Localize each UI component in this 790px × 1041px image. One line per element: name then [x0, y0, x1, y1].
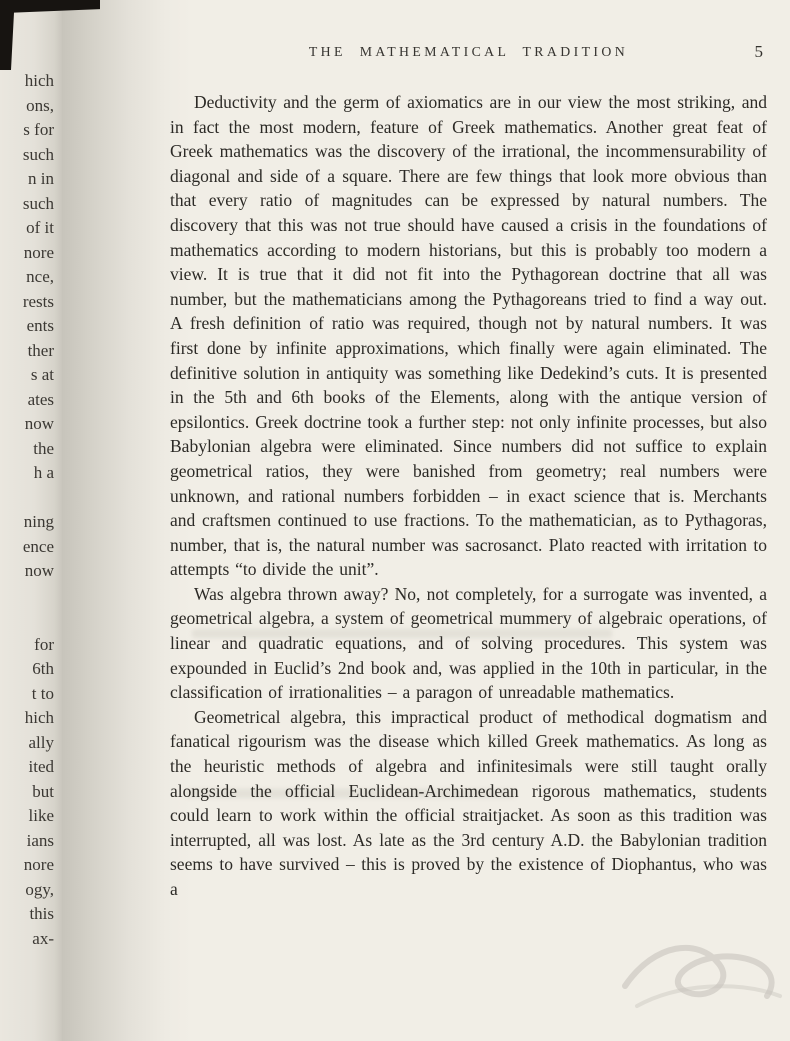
left-page-fragment-line: ons,	[26, 95, 54, 115]
paragraph: Was algebra thrown away? No, not completely, for a surrogate was invented, a geometrical algebra, a system of geometrical mummery of algebraic operations, of linear and quadratic equations, and of solving procedures. This system was expounded in Euclid’s 2nd book and, was applied in the 10th in particular, in the classification of irrationalities – a paragon of unreadable mathematics.	[170, 583, 767, 703]
left-page-fragment-line: n in	[28, 169, 54, 188]
page-body	[170, 90, 767, 902]
left-page-fragment-line: nore	[23, 855, 54, 874]
left-page-fragment-line: ally	[28, 732, 54, 752]
left-page-fragment-line: hich	[24, 71, 54, 90]
left-page-fragment-line: ates	[27, 389, 54, 409]
left-page-fragment-line: rests	[22, 291, 54, 311]
left-page-fragment-line: ents	[26, 316, 54, 335]
left-page-fragment-line: nce,	[26, 267, 54, 286]
paragraph: Deductivity and the germ of axiomatics are in our view the most striking, and in fact the most modern, feature of Greek mathematics. Another great feat of Greek mathematics was the discovery of the irrational, the incommensurability of diagonal and side of a square. There are few things that look more obvious than that every ratio of magnitudes can be expressed by natural numbers. The discovery that this was not true should have caused a crisis in the foundations of mathematics according to modern historians, but this is probably too modern a view. It is true that it did not fit into the Pythagorean doctrine that all was number, but the mathematicians among the Pythagoreans tried to find a way out. A fresh definition of ratio was required, though not by natural numbers. It was first done by infinite approximations, which finally were again eliminated. The definitive solution in antiquity was something like Dedekind’s cuts. It is presented in the 5th and 6th books of the Elements, along with the antique version of epsilontics. Greek doctrine took a further step: not only infinite processes, but also Babylonian algebra were eliminated. Since numbers did not suffice to explain geometrical ratios, they were banished from geometry; real numbers were unknown, and rational numbers forbidden – in exact science that is. Merchants and craftsmen continued to use fractions. To the mathematician, as to Pythagoras, number, that is, the natural number was sacrosanct. Plato reacted with irritation to attempts “to divide the unit”.	[170, 92, 767, 580]
left-page-fragment-line: ning	[23, 512, 54, 531]
left-page-fragment-line: this	[29, 904, 54, 923]
page-number: 5	[754, 42, 763, 61]
left-page-fragment-line: like	[28, 806, 54, 825]
left-page-fragment-line: t to	[31, 683, 54, 703]
left-page-fragment-line: but	[32, 781, 54, 801]
left-page-fragment-line: ited	[28, 757, 54, 776]
watermark	[615, 924, 790, 1019]
left-page-fragment-line: 6th	[32, 659, 54, 678]
left-page-fragment-line: the	[33, 438, 54, 458]
left-page-fragment-line: h a	[33, 463, 54, 482]
left-page-text-fragments	[0, 69, 62, 951]
page-header	[170, 44, 767, 63]
left-page-fragment-line	[0, 608, 54, 633]
left-page-fragment-line: ence	[22, 536, 54, 556]
left-page-fragment-line: such	[22, 193, 54, 213]
left-page-fragment-line: s at	[30, 365, 54, 384]
left-page-fragment-line: s for	[23, 120, 54, 139]
left-page-fragment-line: of it	[26, 218, 54, 237]
left-page-fragment-line: ogy,	[25, 879, 54, 899]
left-page-fragment-line: now	[24, 561, 54, 580]
left-page-fragment-line: ther	[27, 340, 54, 360]
left-page-fragment-line: now	[24, 414, 54, 433]
left-page-fragment-line: ax-	[32, 928, 54, 948]
running-title: THE MATHEMATICAL TRADITION	[308, 44, 629, 59]
left-page-fragment-line: hich	[24, 708, 54, 727]
left-page-fragment-line: nore	[23, 242, 54, 262]
paragraph: Geometrical algebra, this impractical product of methodical dogmatism and fanatical rigourism was the disease which killed Greek mathematics. As long as the heuristic methods of algebra and infinitesimals were still taught orally alongside the official Euclidean-Archimedean rigorous mathematics, students could learn to work within the official straitjacket. As soon as this tradition was interrupted, all was lost. As late as the 3rd century A.D. the Babylonian tradition seems to have survived – this is proved by the existence of Diophantus, who was a	[170, 706, 767, 899]
left-page-edge	[0, 0, 62, 1041]
left-page-fragment-line: such	[22, 144, 54, 164]
book-page	[170, 0, 767, 902]
left-page-fragment-line: ians	[26, 830, 54, 850]
left-page-fragment-line	[0, 584, 54, 609]
left-page-fragment-line	[0, 486, 54, 511]
left-page-fragment-line: for	[34, 634, 54, 654]
